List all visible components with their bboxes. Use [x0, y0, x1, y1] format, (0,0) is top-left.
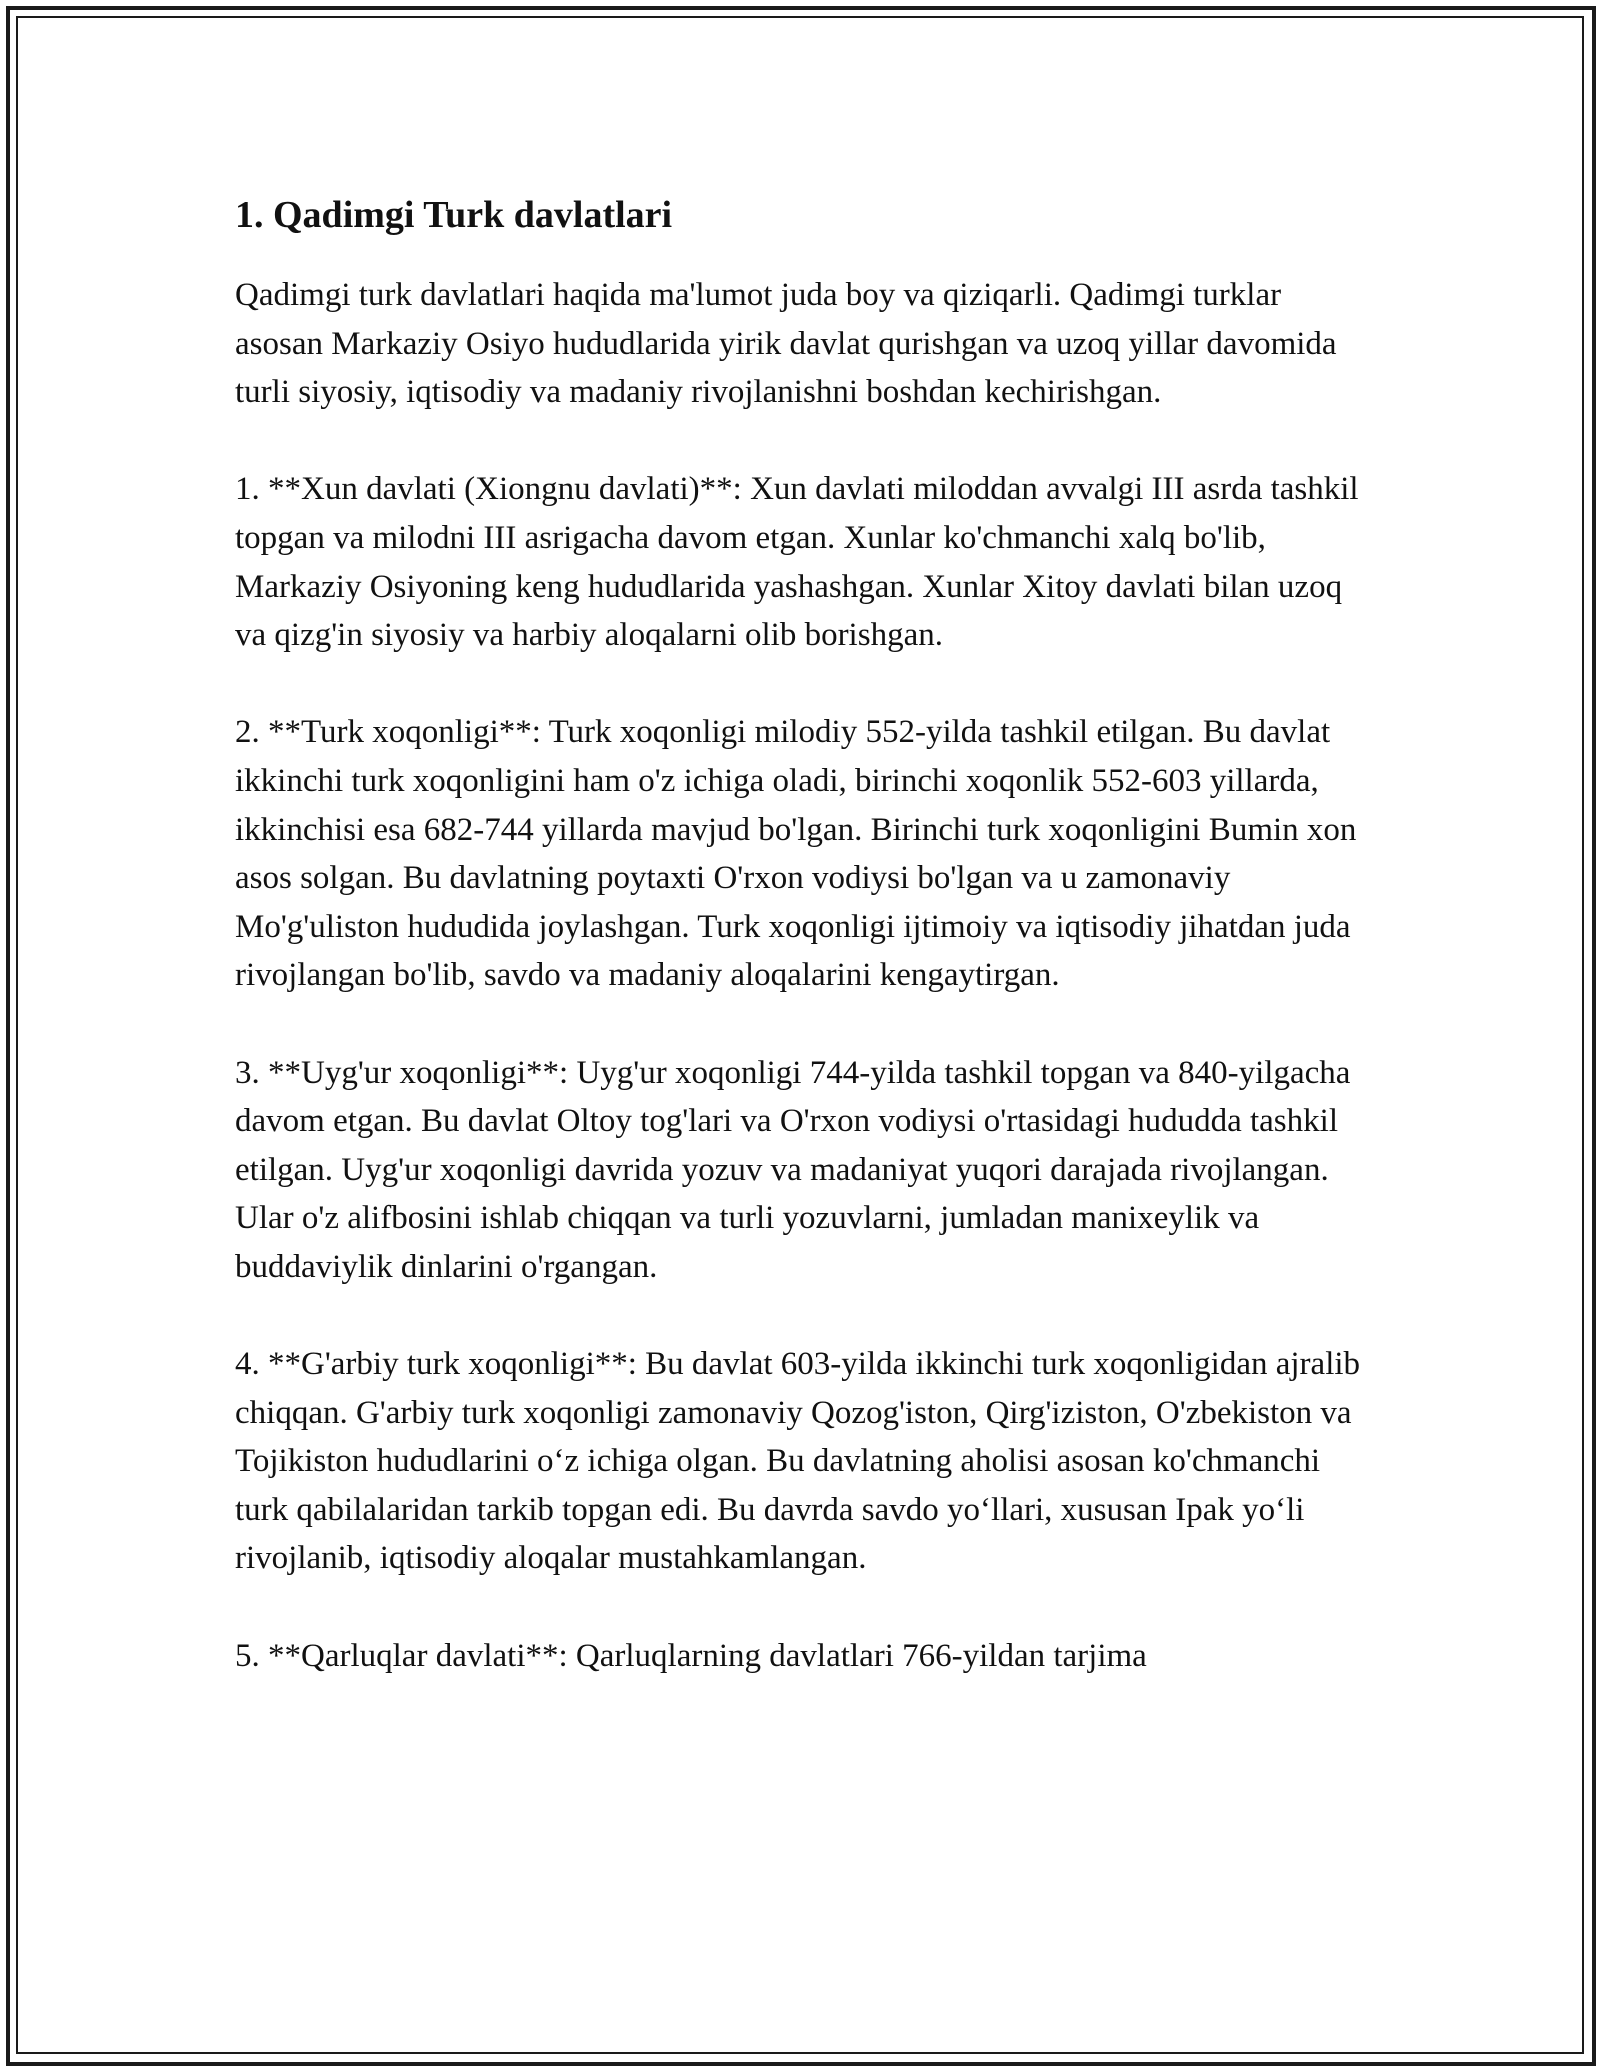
- paragraph-garbiy-turk-xoqonligi: 4. **G'arbiy turk xoqonligi**: Bu davlat 603-yilda ikkinchi turk xoqonligidan ajralib chiqqan. G'arbiy turk xoqonligi zamonaviy Qozog'iston, Qirg'iziston, O'zbekiston va Tojikiston hududlarini oʻz ichiga olgan. Bu davlatning aholisi asosan ko'chmanchi turk qabilalaridan tarkib topgan edi. Bu davrda savdo yoʻllari, xususan Ipak yoʻli rivojlanib, iqtisodiy aloqalar mustahkamlangan.: [235, 1346, 1361, 1577]
- document-body: [235, 190, 1375, 1729]
- paragraph-uygur-xoqonligi: 3. **Uyg'ur xoqonligi**: Uyg'ur xoqonligi 744-yilda tashkil topgan va 840-yilgacha davom etgan. Bu davlat Oltoy tog'lari va O'rxon vodiysi o'rtasidagi hududda tashkil etilgan. Uyg'ur xoqonligi davrida yozuv va madaniyat yuqori darajada rivojlangan. Ular o'z alifbosini ishlab chiqqan va turli yozuvlarni, jumladan manixeylik va buddaviylik dinlarini o'rgangan.: [235, 1054, 1351, 1285]
- page-title: 1. Qadimgi Turk davlatlari: [235, 194, 673, 236]
- paragraph-xun-davlati: 1. **Xun davlati (Xiongnu davlati)**: Xun davlati miloddan avvalgi III asrda tashkil topgan va milodni III asrigacha davom etgan. Xunlar ko'chmanchi xalq bo'lib, Markaziy Osiyoning keng hududlarida yashashgan. Xunlar Xitoy davlati bilan uzoq va qizg'in siyosiy va harbiy aloqalarni olib borishgan.: [235, 471, 1359, 654]
- intro-paragraph: Qadimgi turk davlatlari haqida ma'lumot juda boy va qiziqarli. Qadimgi turklar asosan Markaziy Osiyo hududlarida yirik davlat qurishgan va uzoq yillar davomida turli siyosiy, iqtisodiy va madaniy rivojlanishni boshdan kechirishgan.: [235, 277, 1337, 411]
- paragraph-qarluqlar-davlati: 5. **Qarluqlar davlati**: Qarluqlarning davlatlari 766-yildan tarjima: [235, 1637, 1147, 1674]
- paragraph-turk-xoqonligi: 2. **Turk xoqonligi**: Turk xoqonligi milodiy 552-yilda tashkil etilgan. Bu davlat ikkinchi turk xoqonligini ham o'z ichiga oladi, birinchi xoqonlik 552-603 yillarda, ikkinchisi esa 682-744 yillarda mavjud bo'lgan. Birinchi turk xoqonligini Bumin xon asos solgan. Bu davlatning poytaxti O'rxon vodiysi bo'lgan va u zamonaviy Mo'g'uliston hududida joylashgan. Turk xoqonligi ijtimoiy va iqtisodiy jihatdan juda rivojlangan bo'lib, savdo va madaniy aloqalarini kengaytirgan.: [235, 714, 1357, 994]
